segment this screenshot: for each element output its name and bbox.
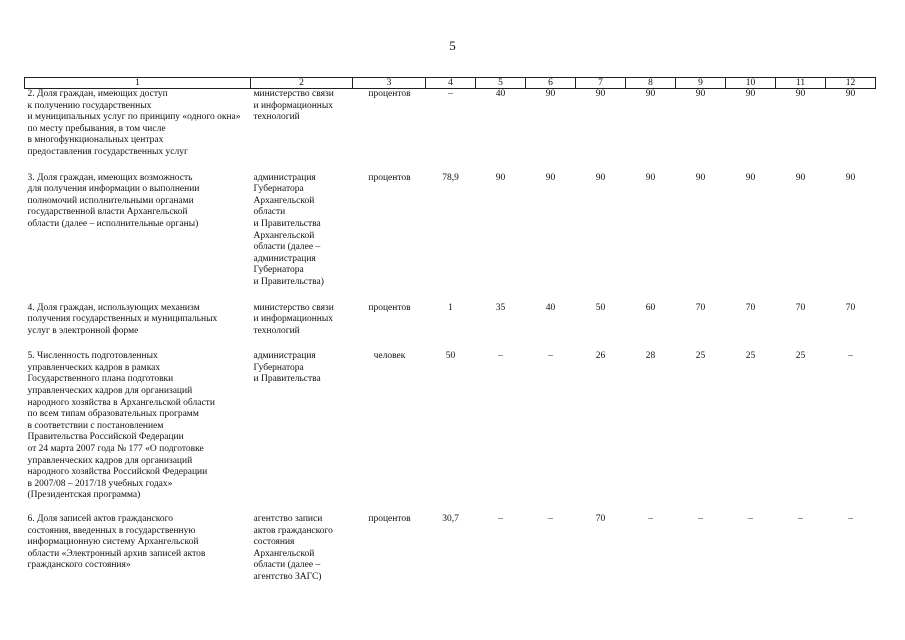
value-cell: 26 xyxy=(595,351,606,362)
value-cell: 90 xyxy=(695,172,706,183)
table-row xyxy=(25,89,876,173)
value-cell: – xyxy=(748,514,753,524)
column-header: 2 xyxy=(251,78,353,89)
value-cell: 90 xyxy=(795,89,806,99)
value-cell: 1 xyxy=(448,302,453,313)
indicator-cell: 2. Доля граждан, имеющих доступ к получению государственных и муниципальных услуг по принципу «одного окна» по месту пребывания, в том числе в многофункциональных центрах предоставления государственных услуг xyxy=(27,89,241,157)
value-cell: – xyxy=(498,514,503,524)
value-cell: 90 xyxy=(795,172,806,183)
table-row xyxy=(25,303,876,352)
value-cell: 90 xyxy=(845,89,856,99)
value-cell: – xyxy=(848,514,853,524)
value-cell: 70 xyxy=(795,302,806,313)
value-cell: 90 xyxy=(495,172,506,183)
value-cell: 90 xyxy=(645,172,656,183)
executor-cell: агентство записи актов гражданского состояния Архангельской области (далее – агентство ЗАГС) xyxy=(253,514,333,582)
value-cell: – xyxy=(698,514,703,524)
value-cell: 90 xyxy=(745,89,756,99)
indicator-cell: 6. Доля записей актов гражданского состояния, введенных в государственную информационную систему Архангельской области «Электронный архив записей актов гражданского состояния» xyxy=(27,514,206,571)
executor-cell: министерство связи и информационных технологий xyxy=(253,302,334,336)
table-row xyxy=(25,351,876,514)
executor-cell: министерство связи и информационных технологий xyxy=(253,89,334,123)
value-cell: 90 xyxy=(695,89,706,99)
value-cell: 90 xyxy=(745,172,756,183)
indicator-cell: 4. Доля граждан, использующих механизм получения государственных и муниципальных услуг в электронной форме xyxy=(27,302,218,336)
column-header: 6 xyxy=(526,78,576,89)
executor-cell: администрация Губернатора и Правительства xyxy=(253,351,321,385)
unit-cell: процентов xyxy=(368,514,411,524)
value-cell: 90 xyxy=(595,172,606,183)
value-cell: 40 xyxy=(545,302,556,313)
value-cell: 90 xyxy=(845,172,856,183)
column-header: 9 xyxy=(676,78,726,89)
value-cell: 90 xyxy=(545,172,556,183)
value-cell: 78,9 xyxy=(442,172,459,183)
column-header: 10 xyxy=(726,78,776,89)
value-cell: 35 xyxy=(495,302,506,313)
value-cell: 28 xyxy=(645,351,656,362)
value-cell: 25 xyxy=(745,351,756,362)
column-header: 7 xyxy=(576,78,626,89)
value-cell: 70 xyxy=(595,514,606,524)
value-cell: – xyxy=(498,351,503,362)
column-header: 4 xyxy=(426,78,476,89)
value-cell: – xyxy=(648,514,653,524)
unit-cell: процентов xyxy=(368,302,411,313)
value-cell: 70 xyxy=(695,302,706,313)
value-cell: 70 xyxy=(745,302,756,313)
value-cell: 25 xyxy=(795,351,806,362)
value-cell: – xyxy=(548,351,553,362)
value-cell: – xyxy=(548,514,553,524)
header-row xyxy=(25,78,876,89)
column-header: 5 xyxy=(476,78,526,89)
value-cell: 25 xyxy=(695,351,706,362)
table-row xyxy=(25,514,876,598)
column-header: 12 xyxy=(826,78,876,89)
value-cell: 90 xyxy=(545,89,556,99)
column-header: 1 xyxy=(25,78,251,89)
indicator-cell: 5. Численность подготовленных управленческих кадров в рамках Государственного плана подготовки управленческих кадров для организаций народного хозяйства в Архангельской области по всем типам образовательных программ в соответствии с постановлением Правительства Российской Федерации от 24 марта 2007 года № 177 «О подготовке управленческих кадров для организаций народного хозяйства Российской Федерации в 2007/08 – 2017/18 учебных годах» (Президентская программа) xyxy=(27,351,215,501)
column-header: 3 xyxy=(353,78,426,89)
value-cell: 60 xyxy=(645,302,656,313)
executor-cell: администрация Губернатора Архангельской области и Правительства Архангельской области (далее – администрация Губернатора и Правительства) xyxy=(253,172,324,287)
unit-cell: человек xyxy=(373,351,406,362)
indicators-table xyxy=(24,77,876,598)
value-cell: – xyxy=(848,351,853,362)
value-cell: 50 xyxy=(445,351,456,362)
indicator-cell: 3. Доля граждан, имеющих возможность для получения информации о выполнении полномочий исполнительными органами государственной власти Архангельской области (далее – исполнительные органы) xyxy=(27,172,200,229)
value-cell: – xyxy=(798,514,803,524)
value-cell: 40 xyxy=(495,89,506,99)
column-header: 8 xyxy=(626,78,676,89)
unit-cell: процентов xyxy=(368,172,411,183)
value-cell: 90 xyxy=(645,89,656,99)
unit-cell: процентов xyxy=(368,89,411,99)
value-cell: 90 xyxy=(595,89,606,99)
page-number: 5 xyxy=(449,38,456,53)
column-header: 11 xyxy=(776,78,826,89)
value-cell: 30,7 xyxy=(442,514,459,524)
table-row xyxy=(25,173,876,303)
value-cell: – xyxy=(448,89,453,99)
value-cell: 70 xyxy=(845,302,856,313)
value-cell: 50 xyxy=(595,302,606,313)
